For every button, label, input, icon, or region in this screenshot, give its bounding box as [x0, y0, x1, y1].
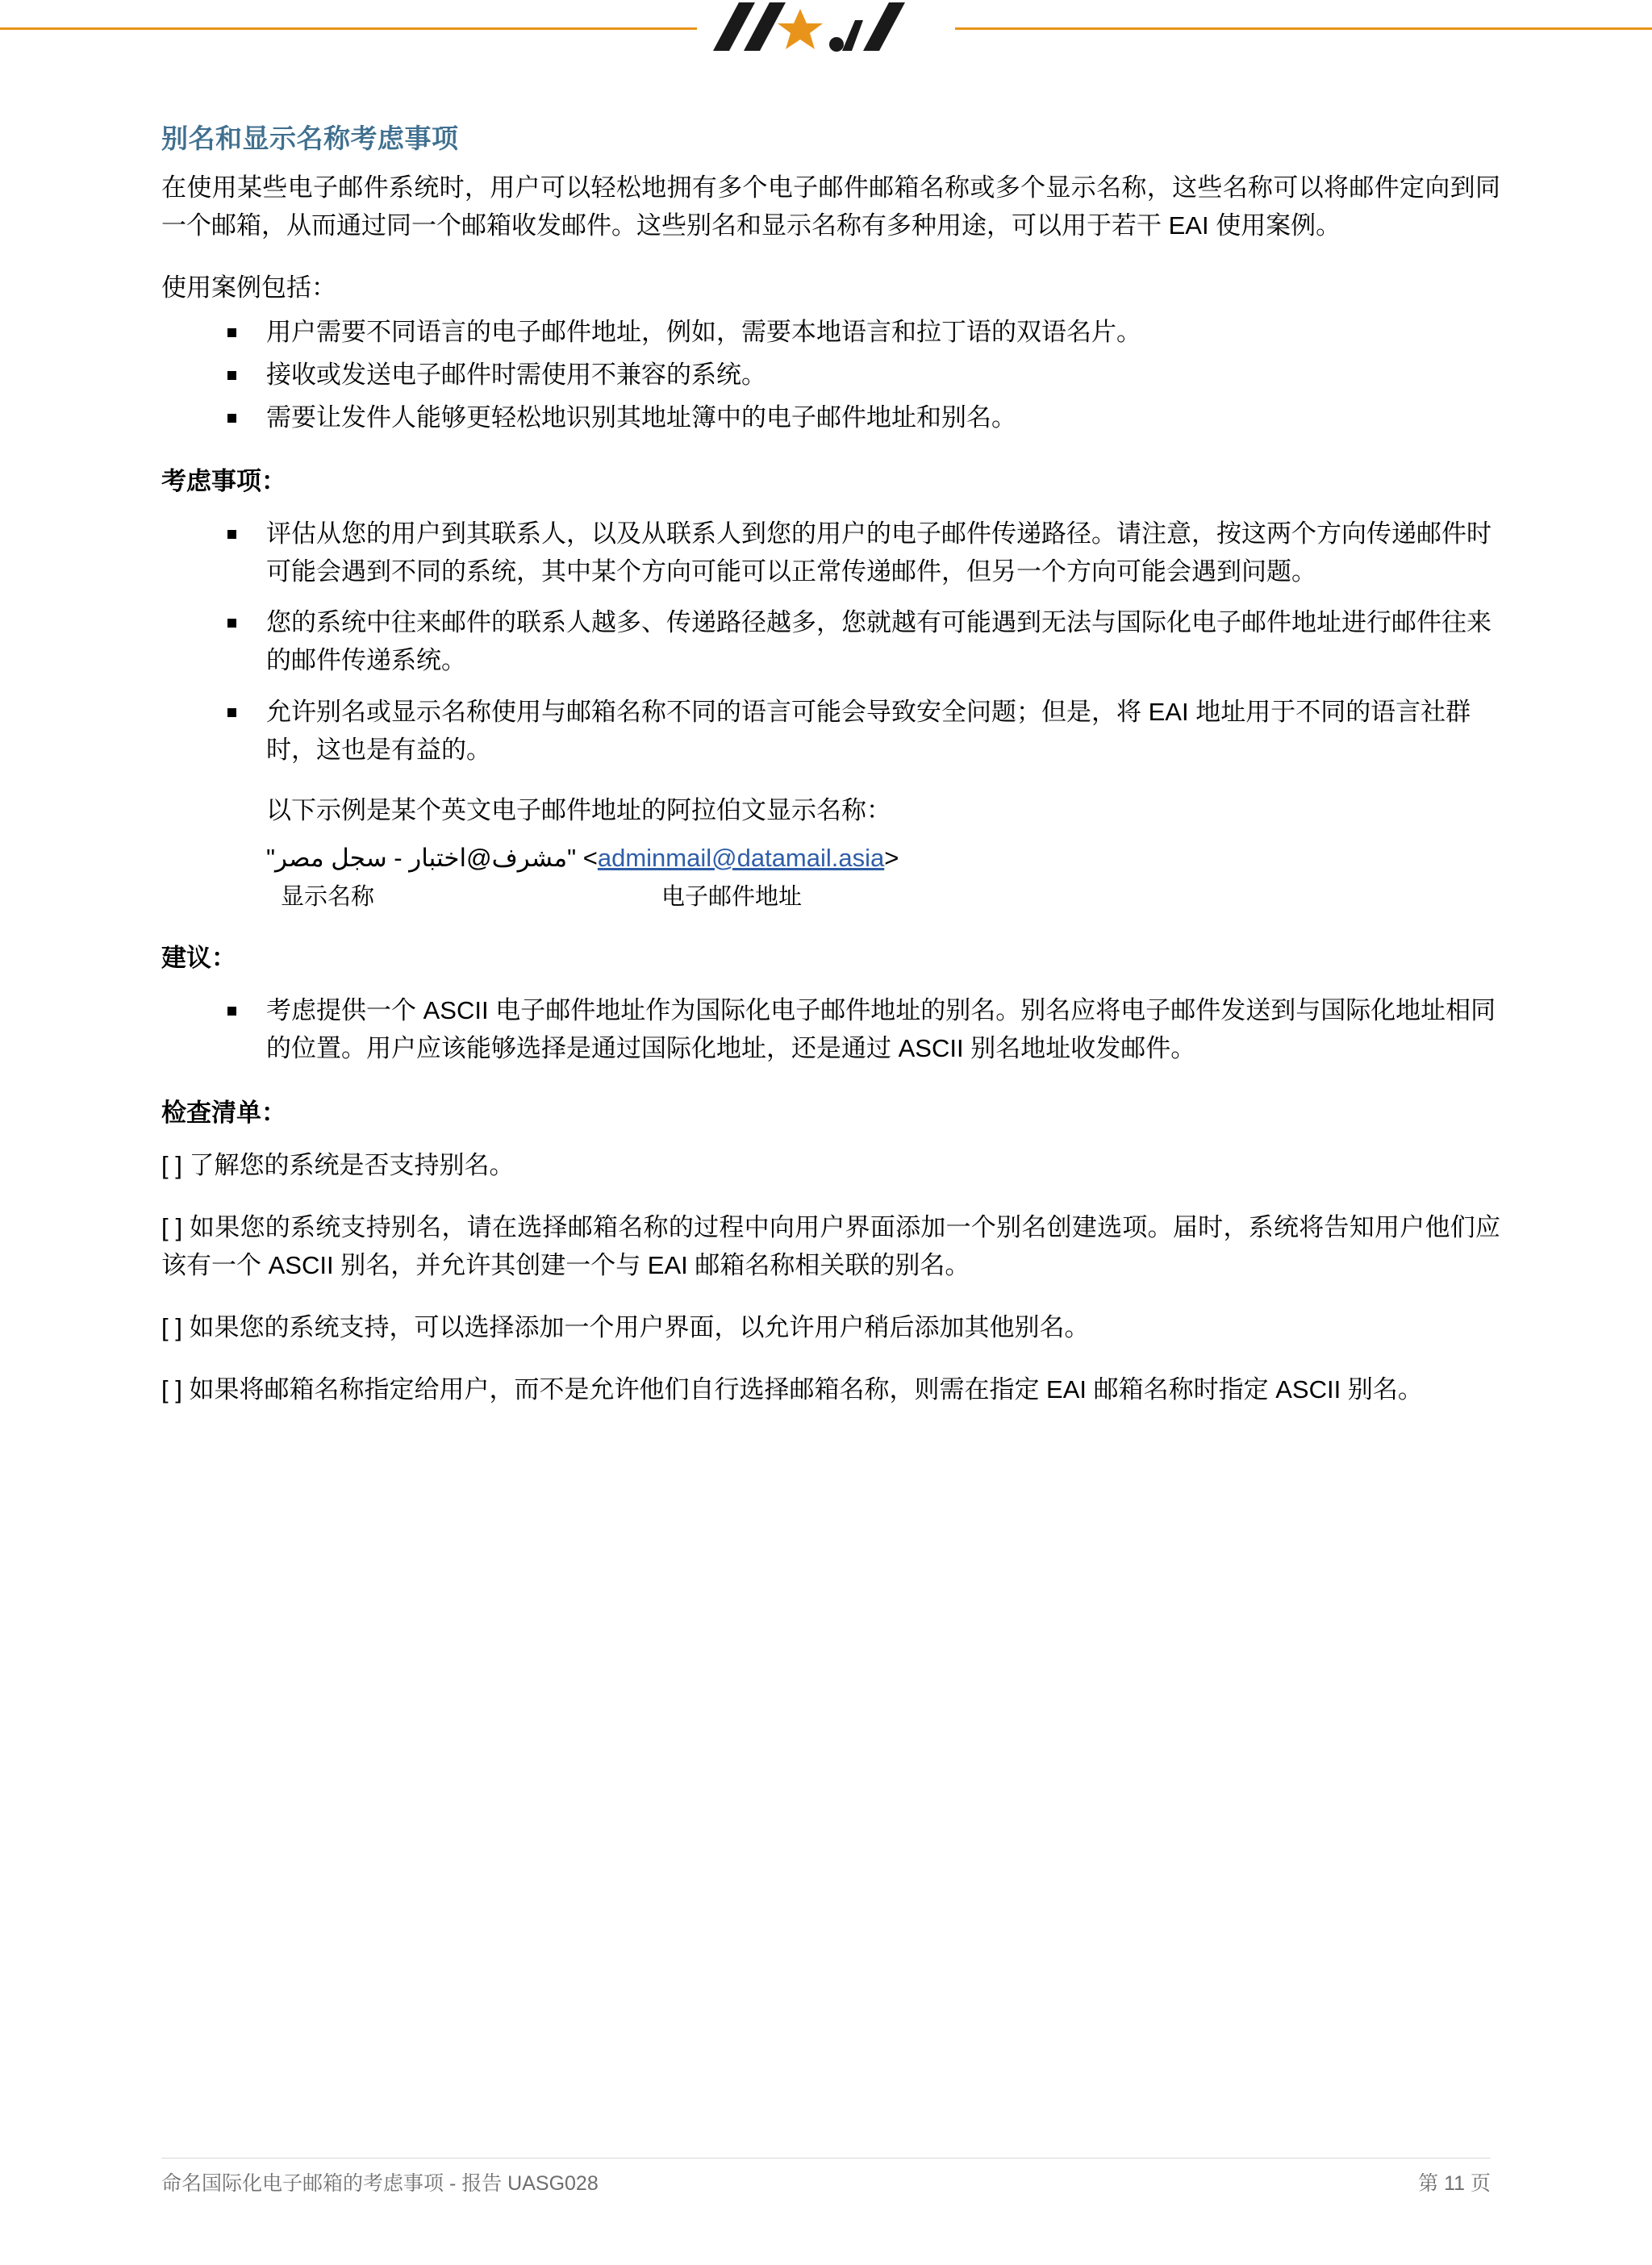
footer-page-number: 第 11 页 — [1418, 2172, 1491, 2195]
footer-rule — [161, 2158, 1491, 2159]
list-item: 用户需要不同语言的电子邮件地址，例如，需要本地语言和拉丁语的双语名片。 — [161, 313, 1500, 351]
use-cases-list — [161, 313, 1500, 436]
example-captions — [266, 879, 1500, 913]
list-item: 您的系统中往来邮件的联系人越多、传递路径越多，您就越有可能遇到无法与国际化电子邮件地址进行邮件往来的邮件传递系统。 — [161, 603, 1500, 679]
page-title: 别名和显示名称考虑事项 — [161, 123, 459, 153]
document-body — [161, 121, 1500, 1433]
list-item: 需要让发件人能够更轻松地识别其地址簿中的电子邮件地址和别名。 — [161, 398, 1500, 436]
checklist-label: 检查清单： — [161, 1098, 286, 1127]
angle-open: < — [582, 843, 598, 872]
use-cases-label: 使用案例包括： — [161, 273, 336, 302]
uasg-logo-icon — [697, 0, 955, 79]
example-block — [266, 791, 1500, 914]
list-item: 评估从您的用户到其联系人，以及从联系人到您的用户的电子邮件传递路径。请注意，按这两个方向传递邮件时可能会遇到不同的系统，其中某个方向可能可以正常传递邮件，但另一个方向可能会遇到问题。 — [161, 515, 1500, 590]
list-item: 允许别名或显示名称使用与邮箱名称不同的语言可能会导致安全问题；但是，将 EAI 地址用于不同的语言社群时，这也是有益的。 — [161, 693, 1500, 769]
checklist-item: [ ] 了解您的系统是否支持别名。 — [161, 1150, 515, 1179]
intro-paragraph: 在使用某些电子邮件系统时，用户可以轻松地拥有多个电子邮件邮箱名称或多个显示名称，这些名称可以将邮件定向到同一个邮箱，从而通过同一个邮箱收发邮件。这些别名和显示名称有多种用途，可以用于若干 EAI 使用案例。 — [161, 173, 1500, 240]
footer-left-text: 命名国际化电子邮箱的考虑事项 - 报告 UASG028 — [161, 2172, 599, 2195]
caption-display-name: 显示名称 — [281, 884, 375, 911]
example-display-name: "مشرف@اختبار - سجل مصر" — [266, 843, 577, 872]
checklist-item: [ ] 如果您的系统支持，可以选择添加一个用户界面，以允许用户稍后添加其他别名。 — [161, 1312, 1090, 1341]
list-item: 接收或发送电子邮件时需使用不兼容的系统。 — [161, 356, 1500, 394]
example-email-link[interactable]: adminmail@datamail.asia — [597, 843, 885, 872]
caption-email-address: 电子邮件地址 — [661, 884, 803, 911]
recommendation-label: 建议： — [161, 944, 236, 973]
angle-close: > — [884, 843, 899, 872]
page-footer — [161, 2162, 1491, 2202]
example-intro: 以下示例是某个英文电子邮件地址的阿拉伯文显示名称： — [266, 795, 891, 824]
page-header — [0, 0, 1652, 90]
list-item: 考虑提供一个 ASCII 电子邮件地址作为国际化电子邮件地址的别名。别名应将电子邮件发送到与国际化地址相同的位置。用户应该能够选择是通过国际化地址，还是通过 ASCII 别名地址收发邮件。 — [161, 991, 1500, 1067]
checklist-item: [ ] 如果您的系统支持别名，请在选择邮箱名称的过程中向用户界面添加一个别名创建选项。届时，系统将告知用户他们应该有一个 ASCII 别名，并允许其创建一个与 EAI 邮箱名称相关联的别名。 — [161, 1212, 1500, 1279]
checklist-block — [161, 1146, 1500, 1409]
considerations-label: 考虑事项： — [161, 467, 286, 496]
example-address-line — [266, 838, 1500, 878]
considerations-list — [161, 515, 1500, 769]
checklist-item: [ ] 如果将邮箱名称指定给用户，而不是允许他们自行选择邮箱名称，则需在指定 EAI 邮箱名称时指定 ASCII 别名。 — [161, 1374, 1423, 1404]
recommendations-list — [161, 991, 1500, 1067]
